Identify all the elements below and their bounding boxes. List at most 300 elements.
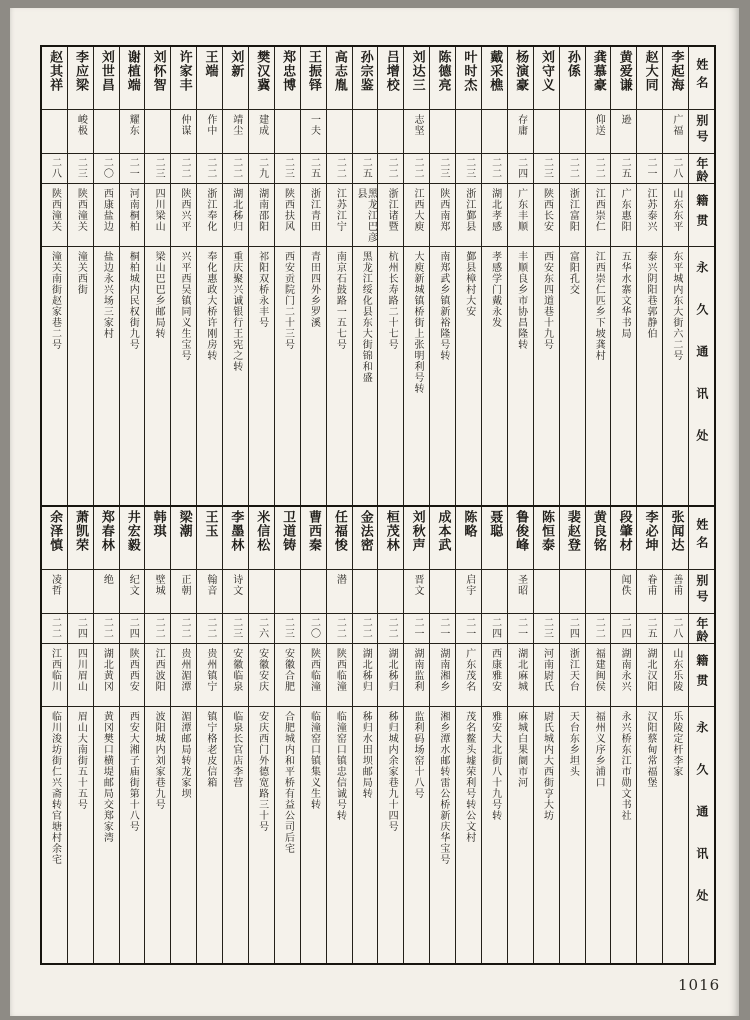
entry-column	[42, 47, 67, 505]
header-origin-text: 籍贯	[694, 194, 709, 234]
entry-age-cell	[42, 154, 67, 184]
entry-alias-cell	[223, 110, 248, 154]
entry-column	[170, 507, 196, 963]
address-text: 丰顺良乡市协昌隆转	[515, 251, 527, 350]
entry-alias-cell	[42, 570, 67, 614]
entry-age-cell	[456, 154, 481, 184]
name-text: 刘怀智	[150, 50, 166, 92]
entry-alias-cell	[68, 570, 93, 614]
name-text: 李起海	[668, 50, 684, 92]
entry-column	[403, 507, 429, 963]
age-text: 二一	[437, 617, 449, 639]
alias-text: 靖尘	[230, 114, 242, 136]
row-header-column	[688, 47, 714, 505]
entry-name-cell	[663, 507, 688, 570]
origin-text: 湖北麻城	[515, 648, 527, 692]
age-text: 二〇	[308, 617, 320, 639]
origin-text: 湖北汉阳	[645, 648, 657, 692]
name-text: 杨演豪	[513, 50, 529, 92]
entry-age-cell	[275, 614, 300, 644]
entry-name-cell	[560, 507, 585, 570]
age-text: 二五	[645, 617, 657, 639]
entry-column	[326, 47, 352, 505]
alias-text: 晋文	[412, 574, 423, 596]
entry-address-cell	[404, 707, 429, 963]
alias-text: 闻佚	[619, 574, 631, 596]
entry-alias-cell	[327, 570, 352, 614]
entry-address-cell	[275, 247, 300, 505]
entry-address-cell	[404, 247, 429, 505]
entry-age-cell	[223, 614, 248, 644]
age-text: 二一	[412, 617, 423, 639]
entry-age-cell	[456, 614, 481, 644]
entry-alias-cell	[353, 570, 378, 614]
entry-address-cell	[301, 707, 326, 963]
origin-text: 陕西临潼	[334, 648, 346, 692]
alias-text: 广福	[670, 114, 682, 136]
address-text: 汉阳蔡甸常福堡	[645, 711, 657, 788]
entry-origin-cell	[171, 644, 196, 707]
entry-address-cell	[508, 707, 533, 963]
entry-alias-cell	[327, 110, 352, 154]
entry-age-cell	[482, 614, 507, 644]
name-text: 曹西秦	[306, 510, 322, 552]
age-text: 二三	[463, 157, 475, 179]
entry-column	[67, 507, 93, 963]
address-text: 秭归水田坝邮局转	[360, 711, 372, 799]
entry-origin-cell	[637, 184, 662, 247]
alias-text: 建成	[256, 114, 268, 136]
name-text: 樊汉冀	[254, 50, 270, 92]
origin-text: 陕西西安	[127, 648, 139, 692]
entry-origin-cell	[663, 644, 688, 707]
entry-age-cell	[637, 154, 662, 184]
address-text: 泰兴阴阳巷郭静伯	[645, 251, 657, 339]
entry-name-cell	[586, 507, 611, 570]
entry-address-cell	[145, 247, 170, 505]
entry-origin-cell	[249, 184, 274, 247]
address-text: 盐边永兴场三家村	[101, 251, 113, 339]
alias-text: 正朝	[178, 574, 190, 596]
name-text: 赵大同	[642, 50, 658, 92]
entry-column	[352, 47, 378, 505]
entry-address-cell	[378, 707, 403, 963]
age-text: 二八	[670, 617, 682, 639]
age-text: 二三	[153, 157, 165, 179]
entry-age-cell	[171, 154, 196, 184]
address-text: 富阳孔交	[567, 251, 579, 295]
address-text: 潼关南街赵家巷二号	[49, 251, 61, 350]
origin-text: 湖北秭归	[386, 648, 398, 692]
alias-text: 作中	[204, 114, 216, 136]
name-text: 孙係	[564, 50, 580, 78]
entry-name-cell	[171, 507, 196, 570]
entry-column	[300, 507, 326, 963]
entry-origin-cell	[378, 644, 403, 707]
name-text: 段肇材	[616, 510, 632, 552]
entry-age-cell	[327, 154, 352, 184]
name-text: 桓茂林	[383, 510, 399, 552]
age-text: 二四	[515, 157, 527, 179]
address-text: 杭州长寿路二十七号	[386, 251, 398, 350]
entry-column	[455, 507, 481, 963]
origin-text: 陕西南郑	[437, 188, 449, 232]
age-text: 二五	[360, 157, 372, 179]
age-text: 二五	[308, 157, 320, 179]
entry-column	[119, 47, 145, 505]
origin-text: 湖北秭归	[360, 648, 372, 692]
entry-age-cell	[301, 614, 326, 644]
name-text: 叶时杰	[461, 50, 477, 92]
age-text: 二二	[204, 617, 216, 639]
alias-text: 诗文	[230, 574, 242, 596]
entry-origin-cell	[223, 184, 248, 247]
entry-address-cell	[275, 707, 300, 963]
address-text: 孝感学门戴永发	[489, 251, 501, 328]
age-text: 二二	[593, 157, 605, 179]
name-text: 刘新	[228, 50, 244, 78]
entry-alias-cell	[404, 110, 429, 154]
entry-name-cell	[663, 47, 688, 110]
header-age-text: 年龄	[694, 617, 709, 643]
entry-column	[429, 47, 455, 505]
entry-alias-cell	[353, 110, 378, 154]
alias-text: 凌哲	[49, 574, 61, 596]
entry-origin-cell	[534, 184, 559, 247]
origin-text: 江西临川	[49, 648, 61, 692]
name-text: 赵其祥	[47, 50, 63, 92]
header-origin-cell	[689, 644, 714, 707]
entry-column	[93, 47, 119, 505]
origin-text: 西康盐边	[101, 188, 113, 232]
entry-address-cell	[663, 707, 688, 963]
entry-age-cell	[145, 154, 170, 184]
entry-origin-cell	[301, 184, 326, 247]
address-text: 临泉长官店李营	[230, 711, 242, 788]
entry-origin-cell	[171, 184, 196, 247]
origin-text: 江西波阳	[153, 648, 165, 692]
entry-name-cell	[68, 507, 93, 570]
alias-text: 纪文	[127, 574, 139, 596]
entry-age-cell	[586, 614, 611, 644]
entry-age-cell	[301, 154, 326, 184]
age-text: 二二	[178, 157, 190, 179]
entry-age-cell	[508, 154, 533, 184]
entry-origin-cell	[68, 184, 93, 247]
entry-column	[610, 47, 636, 505]
age-text: 二四	[127, 617, 139, 639]
entry-address-cell	[482, 247, 507, 505]
address-text: 江西崇仁匹乡下坡龚村	[593, 251, 605, 361]
entry-address-cell	[482, 707, 507, 963]
entry-age-cell	[404, 614, 429, 644]
entry-column	[248, 47, 274, 505]
entry-age-cell	[586, 154, 611, 184]
entry-origin-cell	[120, 644, 145, 707]
origin-text: 安徽合肥	[282, 648, 294, 692]
origin-text: 陕西长安	[541, 188, 553, 232]
origin-text: 浙江鄞县	[463, 188, 475, 232]
entry-alias-cell	[301, 110, 326, 154]
address-text: 黑龙江绥化县东大街锦和盛	[360, 251, 372, 383]
entry-column	[533, 47, 559, 505]
origin-text: 山东乐陵	[670, 648, 682, 692]
origin-text: 广东茂名	[463, 648, 475, 692]
entry-column	[67, 47, 93, 505]
origin-text: 湖北秭归	[230, 188, 242, 232]
entry-name-cell	[586, 47, 611, 110]
entry-name-cell	[301, 507, 326, 570]
entry-address-cell	[94, 247, 119, 505]
entry-age-cell	[404, 154, 429, 184]
entry-age-cell	[378, 154, 403, 184]
entry-alias-cell	[534, 110, 559, 154]
entry-age-cell	[223, 154, 248, 184]
entry-column	[377, 47, 403, 505]
entry-name-cell	[249, 507, 274, 570]
header-name-text: 姓名	[694, 518, 709, 554]
header-age-text: 年龄	[694, 157, 709, 183]
entry-origin-cell	[145, 184, 170, 247]
name-text: 米信松	[254, 510, 270, 552]
entry-name-cell	[145, 47, 170, 110]
alias-text: 启宇	[463, 574, 475, 596]
name-text: 陈德亮	[435, 50, 451, 92]
age-text: 二一	[515, 617, 527, 639]
entry-address-cell	[301, 247, 326, 505]
entry-age-cell	[42, 614, 67, 644]
entry-name-cell	[378, 47, 403, 110]
entry-origin-cell	[94, 644, 119, 707]
entry-origin-cell	[378, 184, 403, 247]
entry-origin-cell	[197, 184, 222, 247]
age-text: 二三	[437, 157, 449, 179]
entry-origin-cell	[508, 644, 533, 707]
entry-column	[585, 47, 611, 505]
entry-column	[274, 47, 300, 505]
entry-column	[352, 507, 378, 963]
entry-age-cell	[120, 614, 145, 644]
entry-name-cell	[456, 47, 481, 110]
header-origin-cell	[689, 184, 714, 247]
name-text: 黄爱谦	[616, 50, 632, 92]
entry-origin-cell	[327, 184, 352, 247]
entry-column	[196, 507, 222, 963]
header-alias-text: 别号	[694, 114, 709, 146]
entry-address-cell	[171, 247, 196, 505]
header-alias-text: 别号	[694, 574, 709, 606]
entry-alias-cell	[94, 570, 119, 614]
alias-text: 圣昭	[515, 574, 527, 596]
entry-name-cell	[120, 507, 145, 570]
entry-address-cell	[42, 707, 67, 963]
origin-text: 江西崇仁	[593, 188, 605, 232]
age-text: 二二	[360, 617, 372, 639]
entry-column	[42, 507, 67, 963]
entry-origin-cell	[68, 644, 93, 707]
address-text: 南郑武乡镇新裕隆号转	[437, 251, 449, 361]
entry-name-cell	[378, 507, 403, 570]
name-text: 卫道铸	[280, 510, 296, 552]
entry-age-cell	[68, 154, 93, 184]
name-text: 陈略	[461, 510, 477, 538]
age-text: 二四	[489, 617, 501, 639]
origin-text: 陕西临潼	[308, 648, 320, 692]
address-text: 五华水寨文华书局	[619, 251, 631, 339]
origin-text: 河南桐柏	[127, 188, 139, 232]
entry-column	[196, 47, 222, 505]
name-text: 龚慕豪	[590, 50, 606, 92]
address-text: 兴平西吴镇同义生宝号	[178, 251, 190, 361]
origin-text: 湖北黄冈	[101, 648, 113, 692]
entry-column	[533, 507, 559, 963]
name-text: 孙宗鉴	[357, 50, 373, 92]
entry-alias-cell	[586, 570, 611, 614]
origin-text: 浙江青田	[308, 188, 320, 232]
entry-alias-cell	[378, 570, 403, 614]
entry-column	[636, 507, 662, 963]
entry-alias-cell	[508, 570, 533, 614]
entry-address-cell	[353, 707, 378, 963]
age-text: 二二	[230, 157, 242, 179]
entry-origin-cell	[637, 644, 662, 707]
entry-name-cell	[560, 47, 585, 110]
name-text: 成本武	[435, 510, 451, 552]
entry-age-cell	[353, 154, 378, 184]
page-number: 1016	[678, 976, 721, 994]
entry-address-cell	[223, 707, 248, 963]
entry-address-cell	[145, 707, 170, 963]
entry-address-cell	[611, 707, 636, 963]
age-text: 二二	[567, 157, 579, 179]
entry-column	[170, 47, 196, 505]
name-text: 李墨林	[228, 510, 244, 552]
entry-address-cell	[223, 247, 248, 505]
entry-address-cell	[637, 247, 662, 505]
origin-text: 浙江奉化	[204, 188, 216, 232]
header-name-text: 姓名	[694, 58, 709, 94]
entry-name-cell	[430, 47, 455, 110]
entry-age-cell	[611, 154, 636, 184]
entry-alias-cell	[637, 110, 662, 154]
entry-address-cell	[560, 707, 585, 963]
entry-alias-cell	[171, 570, 196, 614]
address-text: 西安东四道巷十九号	[541, 251, 553, 350]
entry-age-cell	[560, 614, 585, 644]
entry-name-cell	[404, 47, 429, 110]
entry-name-cell	[120, 47, 145, 110]
entry-age-cell	[482, 154, 507, 184]
address-text: 南京石鼓路一五七号	[334, 251, 346, 350]
entry-column	[144, 47, 170, 505]
origin-text: 浙江天台	[567, 648, 579, 692]
entry-age-cell	[197, 154, 222, 184]
origin-text: 安徽临泉	[230, 648, 242, 692]
origin-text: 广东丰顺	[515, 188, 527, 232]
row-header-column	[688, 507, 714, 963]
name-text: 刘秋声	[409, 510, 425, 552]
bottom-table-section	[42, 505, 714, 963]
entry-alias-cell	[171, 110, 196, 154]
entry-address-cell	[534, 707, 559, 963]
origin-text: 陕西潼关	[75, 188, 87, 232]
name-text: 戴采樵	[487, 50, 503, 92]
address-text: 青田四外乡罗溪	[308, 251, 320, 328]
entry-name-cell	[637, 507, 662, 570]
address-text: 永兴桥东江市勋文书社	[619, 711, 631, 821]
origin-text: 江西大庾	[412, 188, 423, 232]
address-text: 波阳城内刘家巷九号	[153, 711, 165, 810]
origin-text: 西康雅安	[489, 648, 501, 692]
entry-origin-cell	[197, 644, 222, 707]
entry-name-cell	[275, 47, 300, 110]
age-text: 二二	[489, 157, 501, 179]
entry-age-cell	[171, 614, 196, 644]
name-text: 金法密	[357, 510, 373, 552]
entry-name-cell	[611, 507, 636, 570]
alias-text: 耀东	[127, 114, 139, 136]
name-text: 李应梁	[73, 50, 88, 92]
origin-text: 湖北孝感	[489, 188, 501, 232]
entry-origin-cell	[94, 184, 119, 247]
entry-column	[662, 47, 688, 505]
age-text: 二二	[386, 617, 398, 639]
entry-column	[559, 47, 585, 505]
address-text: 奉化惠政大桥许刚房转	[204, 251, 216, 361]
entry-address-cell	[353, 247, 378, 505]
entry-origin-cell	[560, 644, 585, 707]
name-text: 聂聪	[487, 510, 503, 538]
age-text: 二二	[153, 617, 165, 639]
name-text: 郑春林	[98, 510, 114, 552]
entry-column	[610, 507, 636, 963]
entry-address-cell	[197, 707, 222, 963]
name-text: 许家丰	[176, 50, 192, 92]
entry-origin-cell	[42, 644, 67, 707]
age-text: 二二	[593, 617, 605, 639]
entry-column	[326, 507, 352, 963]
age-text: 二四	[619, 617, 631, 639]
entry-address-cell	[430, 707, 455, 963]
address-text: 尉氏城内大西街亨大坊	[541, 711, 553, 821]
address-text: 西安贡院门二十三号	[282, 251, 294, 350]
entry-address-cell	[94, 707, 119, 963]
address-text: 镇宁格老皮信箱	[204, 711, 216, 788]
age-text: 二三	[230, 617, 242, 639]
entry-address-cell	[327, 247, 352, 505]
entry-alias-cell	[534, 570, 559, 614]
entry-age-cell	[663, 614, 688, 644]
origin-text: 四川梁山	[153, 188, 165, 232]
entry-address-cell	[586, 247, 611, 505]
age-text: 二三	[541, 617, 553, 639]
address-text: 临川浚坊街仁兴斋转官塘村余宅	[49, 711, 61, 865]
entry-column	[481, 47, 507, 505]
name-text: 高志胤	[331, 50, 347, 92]
entry-alias-cell	[611, 110, 636, 154]
entry-column	[559, 507, 585, 963]
entry-alias-cell	[120, 110, 145, 154]
alias-text: 仰送	[593, 114, 605, 136]
entry-alias-cell	[560, 110, 585, 154]
entry-age-cell	[637, 614, 662, 644]
origin-text: 浙江诸暨	[386, 188, 398, 232]
name-text: 刘达三	[409, 50, 425, 92]
entry-origin-cell	[586, 644, 611, 707]
header-address-text: 永久通讯处	[694, 261, 709, 471]
entry-origin-cell	[275, 644, 300, 707]
entry-name-cell	[327, 47, 352, 110]
